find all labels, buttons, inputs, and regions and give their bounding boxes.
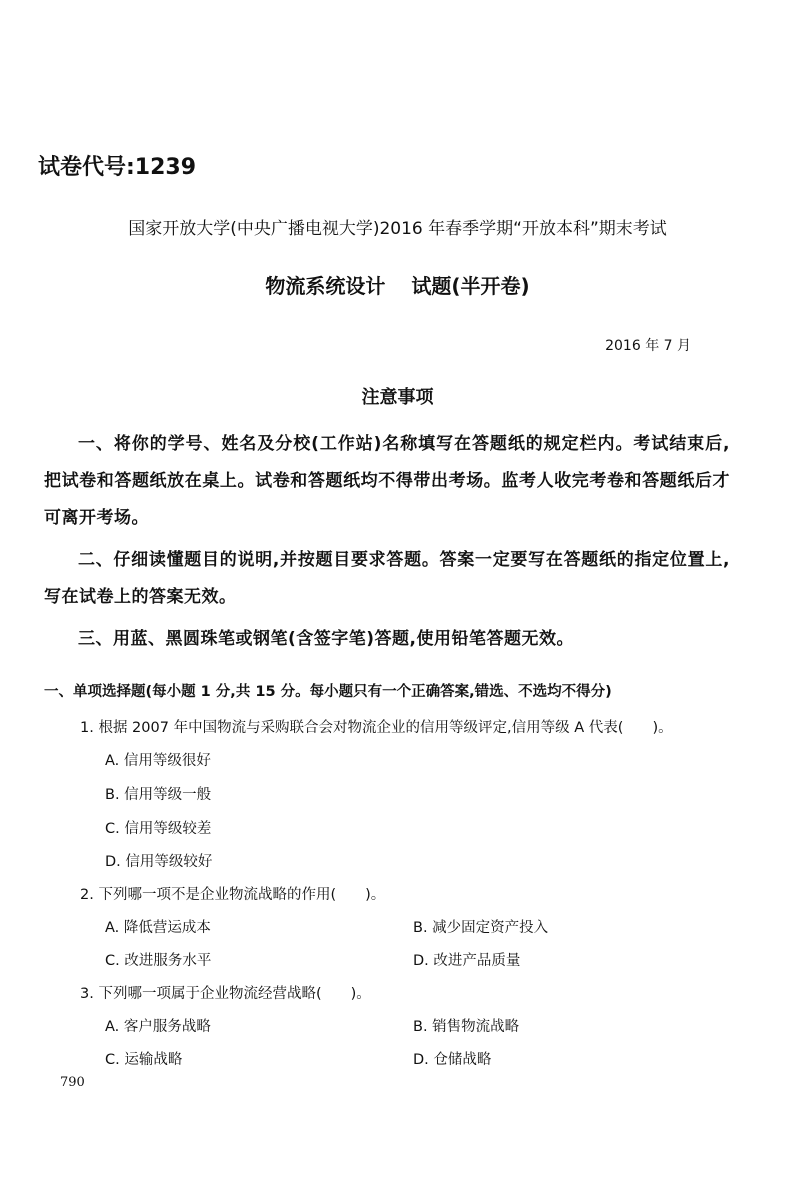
option-c: C. 运输战略 [105,1052,183,1068]
option-b: B. 减少固定资产投入 [413,920,549,936]
exam-date: 2016 年 7 月 [605,338,691,354]
option-b: B. 信用等级一般 [105,787,212,803]
notice-item: 三、用蓝、黑圆珠笔或钢笔(含签字笔)答题,使用铅笔答题无效。 [78,629,574,649]
question-stem: 1. 根据 2007 年中国物流与采购联合会对物流企业的信用等级评定,信用等级 A 代表( )。 [80,720,673,736]
notice-list [44,426,730,663]
option-d: D. 仓储战略 [413,1052,492,1068]
exam-type: 试题(半开卷) [411,274,530,298]
page-number: 790 [60,1075,85,1090]
school-exam-line: 国家开放大学(中央广播电视大学)2016 年春季学期“开放本科”期末考试 [128,219,667,239]
question-stem: 2. 下列哪一项不是企业物流战略的作用( )。 [80,887,386,903]
exam-title [0,270,795,299]
option-c: C. 信用等级较差 [105,821,212,837]
option-a: A. 信用等级很好 [105,753,211,769]
notice-item: 一、将你的学号、姓名及分校(工作站)名称填写在答题纸的规定栏内。考试结束后,把试卷和答题纸放在桌上。试卷和答题纸均不得带出考场。监考人收完考卷和答题纸后才可离开考场。 [44,434,730,528]
notice-item: 二、仔细读懂题目的说明,并按题目要求答题。答案一定要写在答题纸的指定位置上,写在试卷上的答案无效。 [44,550,730,607]
option-a: A. 降低营运成本 [105,920,211,936]
option-a: A. 客户服务战略 [105,1019,211,1035]
option-d: D. 改进产品质量 [413,953,521,969]
course-name: 物流系统设计 [265,274,386,298]
option-c: C. 改进服务水平 [105,953,212,969]
notice-heading: 注意事项 [361,387,434,408]
option-b: B. 销售物流战略 [413,1019,520,1035]
paper-code: 试卷代号:1239 [38,155,197,180]
question-stem: 3. 下列哪一项属于企业物流经营战略( )。 [80,986,371,1002]
option-d: D. 信用等级较好 [105,854,213,870]
section-heading: 一、单项选择题(每小题 1 分,共 15 分。每小题只有一个正确答案,错选、不选均不得分) [44,684,612,700]
